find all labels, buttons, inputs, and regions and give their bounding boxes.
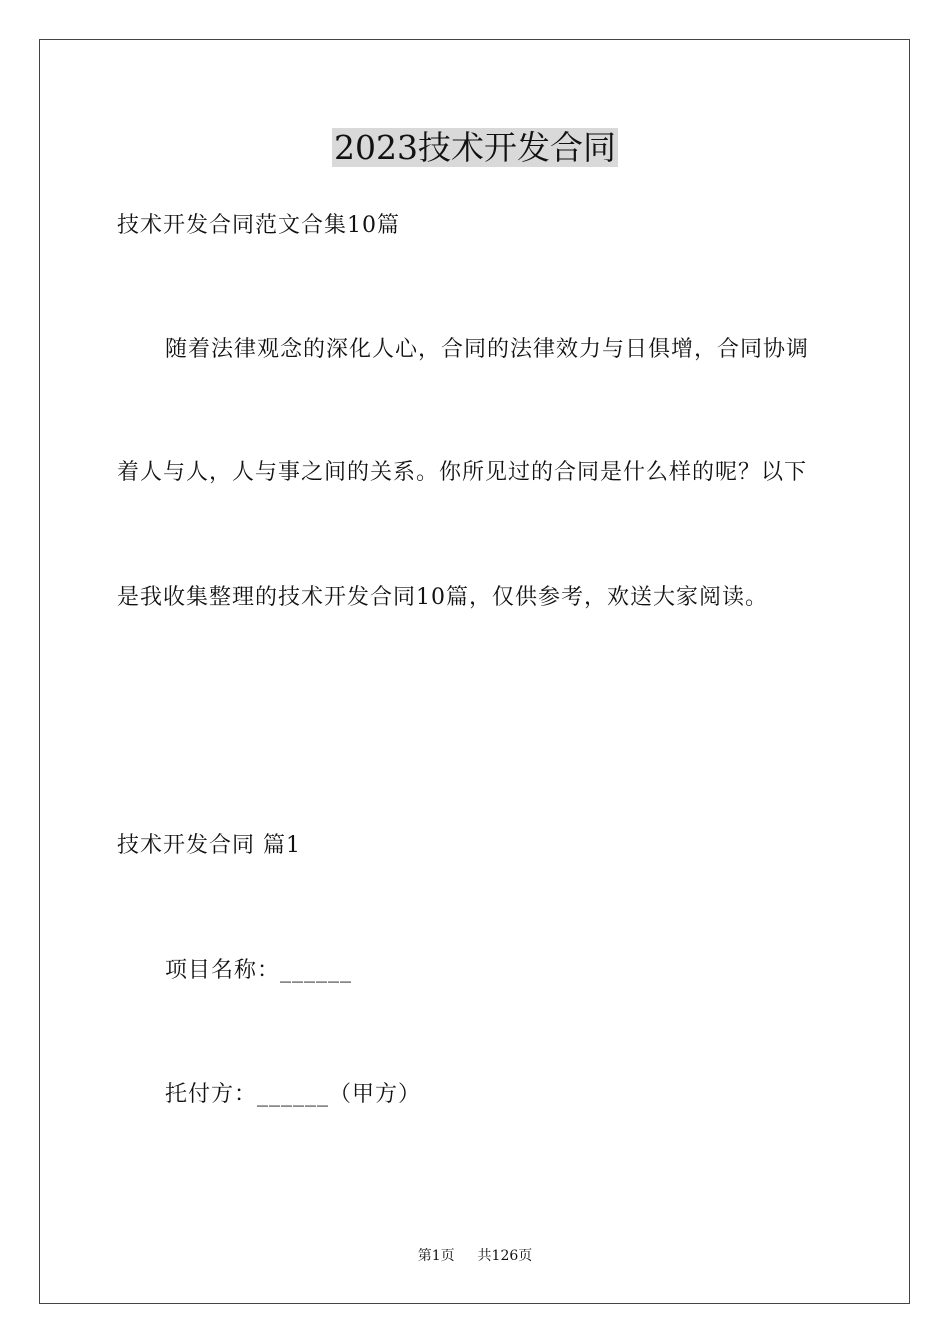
document-subtitle: 技术开发合同范文合集10篇 (117, 213, 400, 238)
field-client-label: 托付方： (165, 1082, 258, 1107)
intro-line-2: 着人与人，人与事之间的关系。你所见过的合同是什么样的呢？以下 (117, 460, 808, 485)
section-heading: 技术开发合同 篇1 (117, 833, 301, 858)
field-project-name (165, 956, 352, 986)
footer-page-number: 第1页 (417, 1248, 455, 1264)
field-client-suffix: （甲方） (329, 1082, 422, 1107)
footer-total-pages: 共126页 (477, 1248, 533, 1264)
field-client (165, 1080, 421, 1110)
field-client-value: ______ (257, 1082, 330, 1107)
document-title (0, 126, 950, 170)
field-project-name-label: 项目名称： (165, 958, 281, 983)
intro-line-3: 是我收集整理的技术开发合同10篇，仅供参考，欢送大家阅读。 (117, 585, 768, 610)
page-footer (0, 1247, 950, 1265)
field-project-name-value: ______ (280, 958, 353, 983)
intro-line-1: 随着法律观念的深化人心，合同的法律效力与日俱增，合同协调 (165, 337, 810, 362)
document-title-text: 2023技术开发合同 (334, 128, 616, 167)
